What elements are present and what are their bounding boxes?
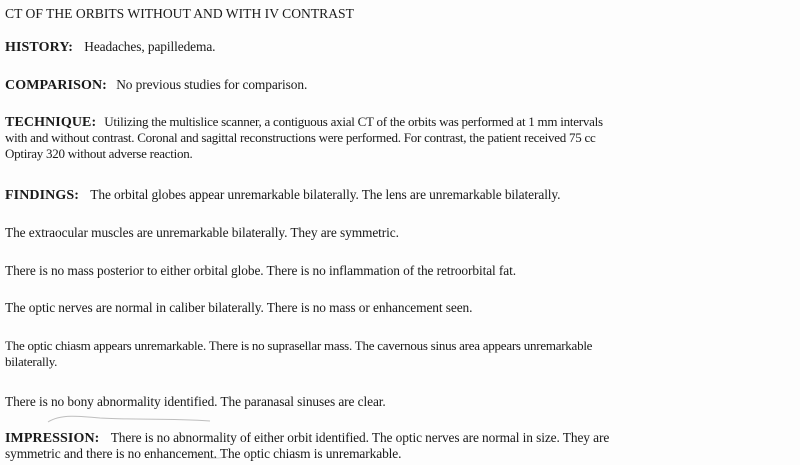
impression-line-1 [5, 430, 609, 447]
report-title: CT OF THE ORBITS WITHOUT AND WITH IV CONTRAST [5, 6, 354, 21]
findings-paragraph-optic-nerves: The optic nerves are normal in caliber bilaterally. There is no mass or enhancement seen. [5, 300, 473, 315]
findings-paragraph-bony: There is no bony abnormality identified. The paranasal sinuses are clear. [5, 394, 386, 409]
technique-line-1 [5, 114, 603, 131]
impression-text-1: There is no abnormality of either orbit identified. The optic nerves are normal in size. They are [110, 430, 610, 445]
impression-label: IMPRESSION: [5, 431, 100, 446]
comparison-section [5, 77, 307, 94]
technique-text-3: Optiray 320 without adverse reaction. [5, 146, 193, 161]
comparison-label: COMPARISON: [5, 78, 107, 93]
technique-label: TECHNIQUE: [5, 115, 97, 130]
findings-label: FINDINGS: [5, 188, 80, 203]
findings-intro: The orbital globes appear unremarkable bilaterally. The lens are unremarkable bilaterally. [90, 187, 561, 202]
findings-paragraph-mass: There is no mass posterior to either orbital globe. There is no inflammation of the retroorbital fat. [5, 263, 516, 278]
technique-text-1: Utilizing the multislice scanner, a contiguous axial CT of the orbits was performed at 1 mm intervals [104, 114, 603, 129]
technique-text-2: with and without contrast. Coronal and sagittal reconstructions were performed. For contrast, the patient received 75 cc [5, 130, 596, 145]
history-label: HISTORY: [5, 40, 74, 55]
findings-paragraph-muscles: The extraocular muscles are unremarkable bilaterally. They are symmetric. [5, 225, 399, 240]
history-text: Headaches, papilledema. [84, 39, 216, 54]
findings-paragraph-chiasm-2: bilaterally. [5, 354, 58, 369]
findings-paragraph-chiasm-1: The optic chiasm appears unremarkable. There is no suprasellar mass. The cavernous sinus area appears unremarkable [5, 338, 593, 353]
findings-section [5, 187, 560, 204]
history-section [5, 39, 215, 56]
comparison-text: No previous studies for comparison. [116, 77, 308, 92]
impression-text-2: symmetric and there is no enhancement. The optic chiasm is unremarkable. [5, 446, 402, 461]
